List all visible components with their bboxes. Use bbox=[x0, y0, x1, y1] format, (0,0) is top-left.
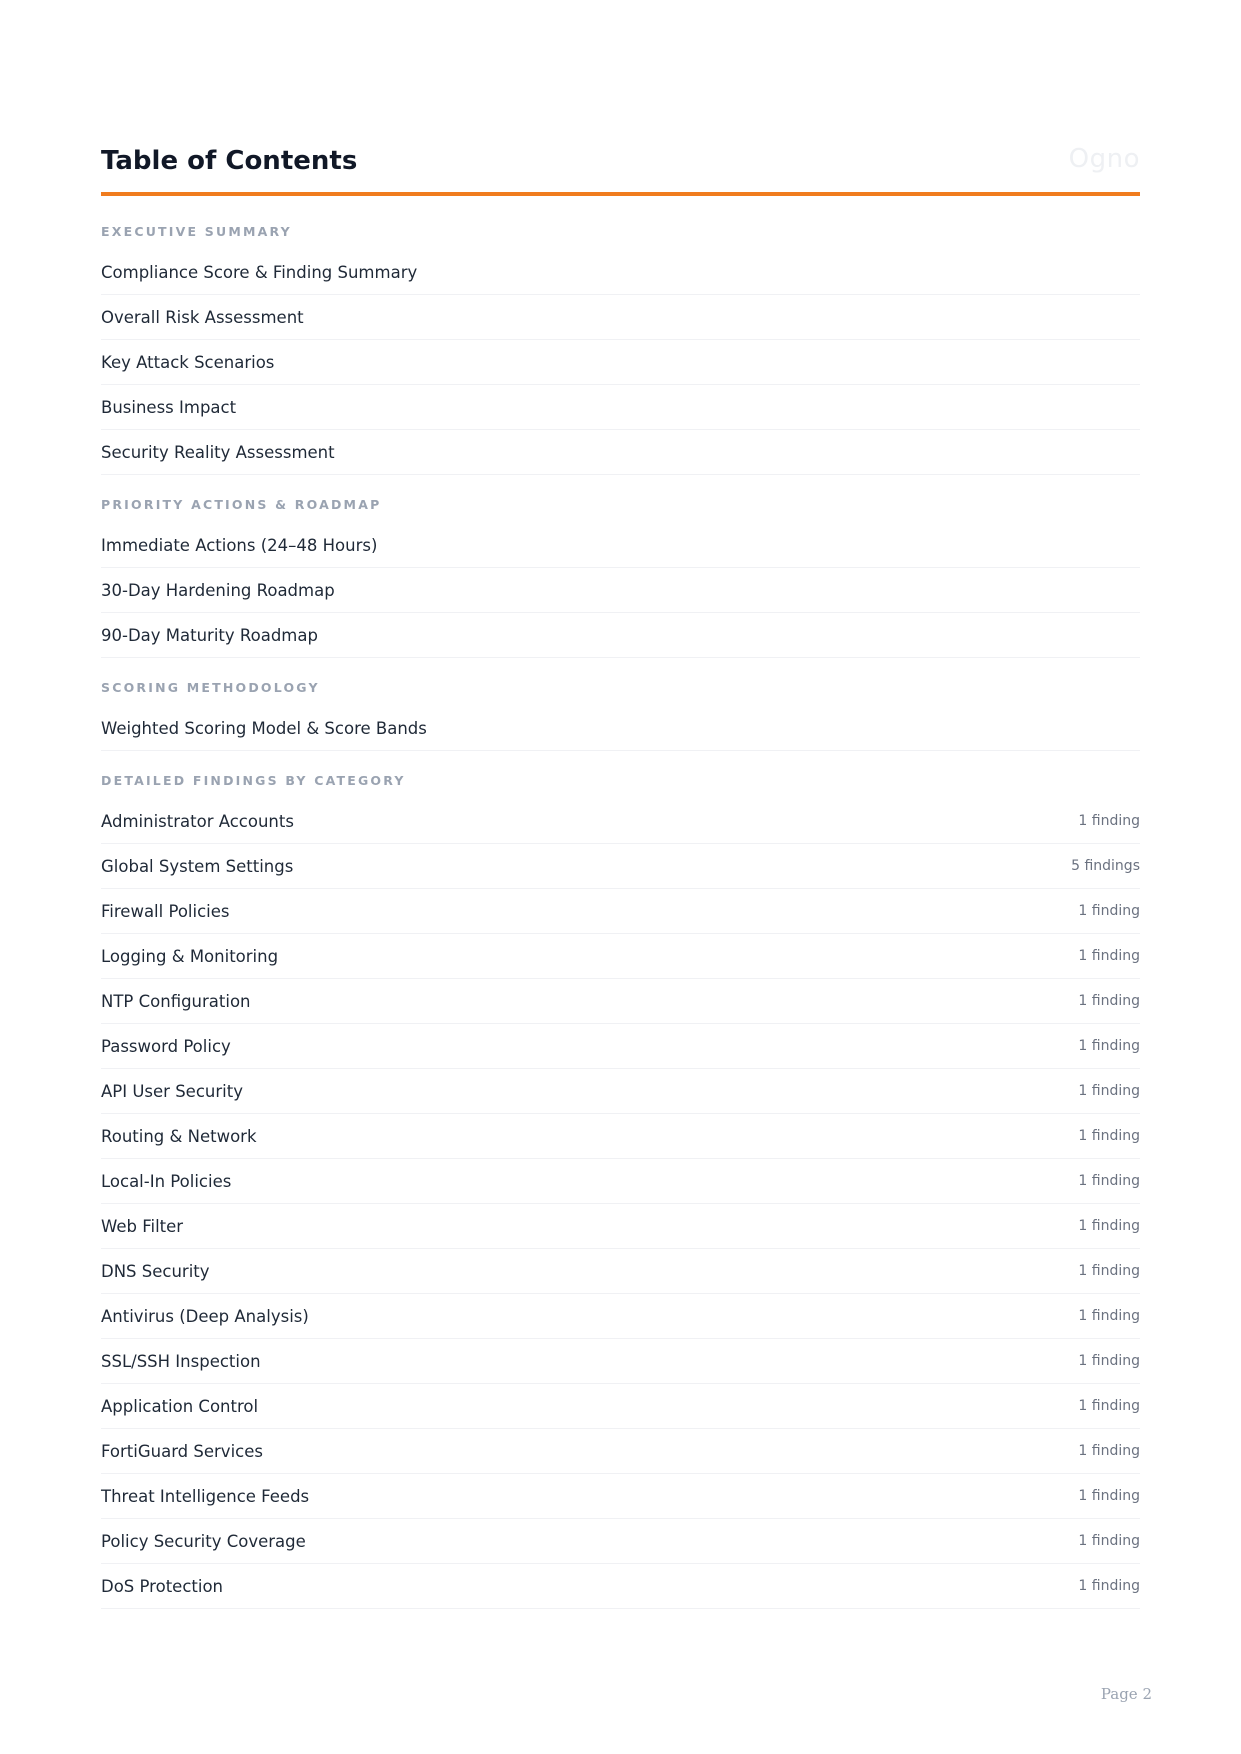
toc-entry-label: SSL/SSH Inspection bbox=[101, 1351, 261, 1371]
toc-entry[interactable] bbox=[101, 340, 1140, 385]
toc-entry-label: Threat Intelligence Feeds bbox=[101, 1486, 310, 1506]
section-heading: EXECUTIVE SUMMARY bbox=[101, 224, 292, 239]
toc-entry-label: Web Filter bbox=[101, 1216, 184, 1236]
toc-entry[interactable] bbox=[101, 1564, 1140, 1609]
toc-entry[interactable] bbox=[101, 523, 1140, 568]
toc-section bbox=[101, 670, 1140, 751]
toc-entry[interactable] bbox=[101, 1024, 1140, 1069]
toc-entry[interactable] bbox=[101, 1339, 1140, 1384]
finding-count: 1 finding bbox=[1078, 1398, 1140, 1414]
finding-count: 1 finding bbox=[1078, 1083, 1140, 1099]
finding-count: 5 findings bbox=[1071, 858, 1140, 874]
toc-entry-label: Immediate Actions (24–48 Hours) bbox=[101, 535, 378, 555]
finding-count: 1 finding bbox=[1078, 1578, 1140, 1594]
toc-entry[interactable] bbox=[101, 430, 1140, 475]
toc-entry-label: Business Impact bbox=[101, 397, 237, 417]
toc-list bbox=[101, 214, 1140, 1609]
finding-count: 1 finding bbox=[1078, 1038, 1140, 1054]
finding-count: 1 finding bbox=[1078, 1308, 1140, 1324]
toc-entry[interactable] bbox=[101, 1429, 1140, 1474]
toc-section bbox=[101, 763, 1140, 1609]
toc-entry-label: DNS Security bbox=[101, 1261, 210, 1281]
toc-entry-label: Application Control bbox=[101, 1396, 259, 1416]
toc-entry-label: Weighted Scoring Model & Score Bands bbox=[101, 718, 427, 738]
toc-entry-label: Global System Settings bbox=[101, 856, 294, 876]
toc-entry[interactable] bbox=[101, 844, 1140, 889]
toc-page bbox=[101, 140, 1140, 1609]
finding-count: 1 finding bbox=[1078, 1443, 1140, 1459]
toc-entry-label: Compliance Score & Finding Summary bbox=[101, 262, 418, 282]
toc-section bbox=[101, 214, 1140, 475]
page-header bbox=[101, 140, 1140, 196]
toc-entry-label: DoS Protection bbox=[101, 1576, 223, 1596]
finding-count: 1 finding bbox=[1078, 1173, 1140, 1189]
toc-entry[interactable] bbox=[101, 1159, 1140, 1204]
toc-entry[interactable] bbox=[101, 979, 1140, 1024]
toc-entry[interactable] bbox=[101, 1519, 1140, 1564]
toc-entry-label: Local-In Policies bbox=[101, 1171, 232, 1191]
toc-entry-label: Password Policy bbox=[101, 1036, 231, 1056]
finding-count: 1 finding bbox=[1078, 1488, 1140, 1504]
toc-entry[interactable] bbox=[101, 934, 1140, 979]
toc-entry-label: Firewall Policies bbox=[101, 901, 230, 921]
brand-logo: Ogno bbox=[1068, 144, 1140, 174]
toc-entry[interactable] bbox=[101, 613, 1140, 658]
toc-entry-label: NTP Configuration bbox=[101, 991, 251, 1011]
toc-entry[interactable] bbox=[101, 1114, 1140, 1159]
toc-entry[interactable] bbox=[101, 295, 1140, 340]
toc-entry-label: 30-Day Hardening Roadmap bbox=[101, 580, 335, 600]
finding-count: 1 finding bbox=[1078, 948, 1140, 964]
toc-entry[interactable] bbox=[101, 1249, 1140, 1294]
toc-entry[interactable] bbox=[101, 1204, 1140, 1249]
toc-entry-label: Administrator Accounts bbox=[101, 811, 294, 831]
toc-entry-label: Overall Risk Assessment bbox=[101, 307, 304, 327]
toc-entry[interactable] bbox=[101, 1069, 1140, 1114]
finding-count: 1 finding bbox=[1078, 813, 1140, 829]
toc-entry-label: API User Security bbox=[101, 1081, 243, 1101]
toc-entry[interactable] bbox=[101, 889, 1140, 934]
finding-count: 1 finding bbox=[1078, 903, 1140, 919]
toc-entry-label: Antivirus (Deep Analysis) bbox=[101, 1306, 309, 1326]
toc-entry[interactable] bbox=[101, 706, 1140, 751]
toc-entry[interactable] bbox=[101, 1384, 1140, 1429]
toc-entry[interactable] bbox=[101, 385, 1140, 430]
toc-entry-label: FortiGuard Services bbox=[101, 1441, 263, 1461]
toc-section bbox=[101, 487, 1140, 658]
section-heading: DETAILED FINDINGS BY CATEGORY bbox=[101, 773, 406, 788]
finding-count: 1 finding bbox=[1078, 1128, 1140, 1144]
finding-count: 1 finding bbox=[1078, 1218, 1140, 1234]
toc-entry-label: 90-Day Maturity Roadmap bbox=[101, 625, 318, 645]
toc-entry[interactable] bbox=[101, 568, 1140, 613]
page-number: Page 2 bbox=[1100, 1685, 1152, 1703]
toc-entry-label: Routing & Network bbox=[101, 1126, 257, 1146]
section-heading: PRIORITY ACTIONS & ROADMAP bbox=[101, 497, 382, 512]
finding-count: 1 finding bbox=[1078, 1533, 1140, 1549]
toc-entry[interactable] bbox=[101, 799, 1140, 844]
toc-entry-label: Policy Security Coverage bbox=[101, 1531, 306, 1551]
finding-count: 1 finding bbox=[1078, 993, 1140, 1009]
finding-count: 1 finding bbox=[1078, 1263, 1140, 1279]
toc-entry[interactable] bbox=[101, 1294, 1140, 1339]
page-title: Table of Contents bbox=[101, 146, 358, 176]
toc-entry-label: Logging & Monitoring bbox=[101, 946, 279, 966]
toc-entry[interactable] bbox=[101, 1474, 1140, 1519]
section-heading: SCORING METHODOLOGY bbox=[101, 680, 320, 695]
toc-entry-label: Security Reality Assessment bbox=[101, 442, 335, 462]
toc-entry-label: Key Attack Scenarios bbox=[101, 352, 275, 372]
finding-count: 1 finding bbox=[1078, 1353, 1140, 1369]
toc-entry[interactable] bbox=[101, 250, 1140, 295]
